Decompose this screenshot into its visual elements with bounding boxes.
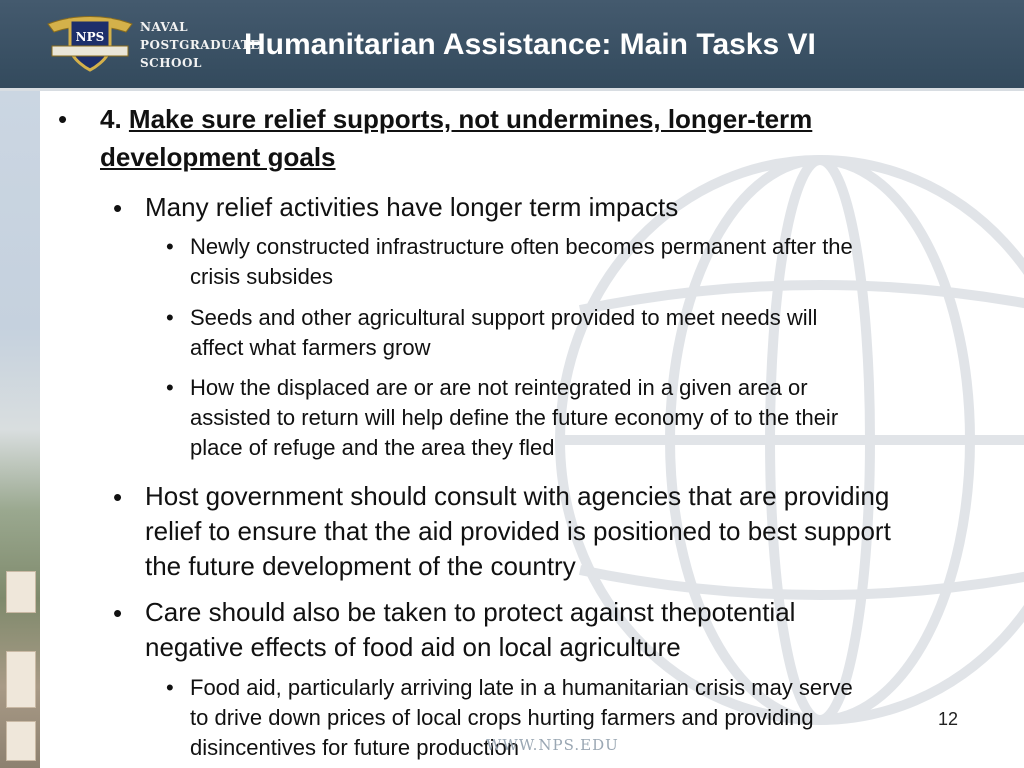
detail-1-line-1: Newly constructed infrastructure often becomes permanent after the	[190, 234, 853, 259]
sub-point-3-line-2: negative effects of food aid on local agriculture	[145, 632, 681, 662]
logo-badge-text: NPS	[75, 30, 105, 44]
bullet-dot: •	[58, 104, 68, 134]
main-point-line-1	[100, 101, 812, 138]
detail-3-line-2: assisted to return will help define the future economy of to the their	[190, 405, 839, 430]
detail-4-line-1: Food aid, particularly arriving late in a humanitarian crisis may serve	[190, 675, 853, 700]
main-point-line-2: development goals	[100, 142, 336, 172]
logo-line-2: POSTGRADUATE	[140, 38, 260, 52]
sub-point-2-line-2: relief to ensure that the aid provided is positioned to best support	[145, 516, 891, 546]
main-point-number: 4.	[100, 104, 122, 134]
bullet-dot: •	[166, 375, 174, 400]
bullet-dot: •	[113, 193, 123, 223]
detail-3-line-1: How the displaced are or are not reintegrated in a given area or	[190, 375, 808, 400]
sub-point-3-line-1: Care should also be taken to protect against thepotential	[145, 597, 796, 627]
sub-point-1: Many relief activities have longer term impacts	[145, 192, 679, 222]
detail-3-line-3: place of refuge and the area they fled	[190, 435, 555, 460]
bullet-dot: •	[166, 675, 174, 700]
bullet-dot: •	[166, 305, 174, 330]
detail-1-line-2: crisis subsides	[190, 264, 334, 289]
detail-4-line-3: disincentives for future production	[190, 735, 519, 760]
main-point-heading: Make sure relief supports, not undermines, longer-term	[128, 104, 813, 134]
footer-url: WWW.NPS.EDU	[486, 736, 619, 754]
detail-2-line-2: affect what farmers grow	[190, 335, 431, 360]
bullet-dot: •	[166, 234, 174, 259]
bullet-dot: •	[113, 482, 123, 512]
slide-title: Humanitarian Assistance: Main Tasks VI	[244, 28, 816, 61]
bullet-dot: •	[113, 598, 123, 628]
detail-2-line-1: Seeds and other agricultural support provided to meet needs will	[190, 305, 818, 330]
sub-point-2-line-3: the future development of the country	[145, 551, 576, 581]
sub-point-2-line-1: Host government should consult with agencies that are providing	[145, 481, 890, 511]
page-number: 12	[938, 709, 959, 729]
detail-4-line-2: to drive down prices of local crops hurting farmers and providing	[190, 705, 814, 730]
logo-line-1: NAVAL	[140, 20, 189, 34]
logo-line-3: SCHOOL	[140, 56, 202, 70]
